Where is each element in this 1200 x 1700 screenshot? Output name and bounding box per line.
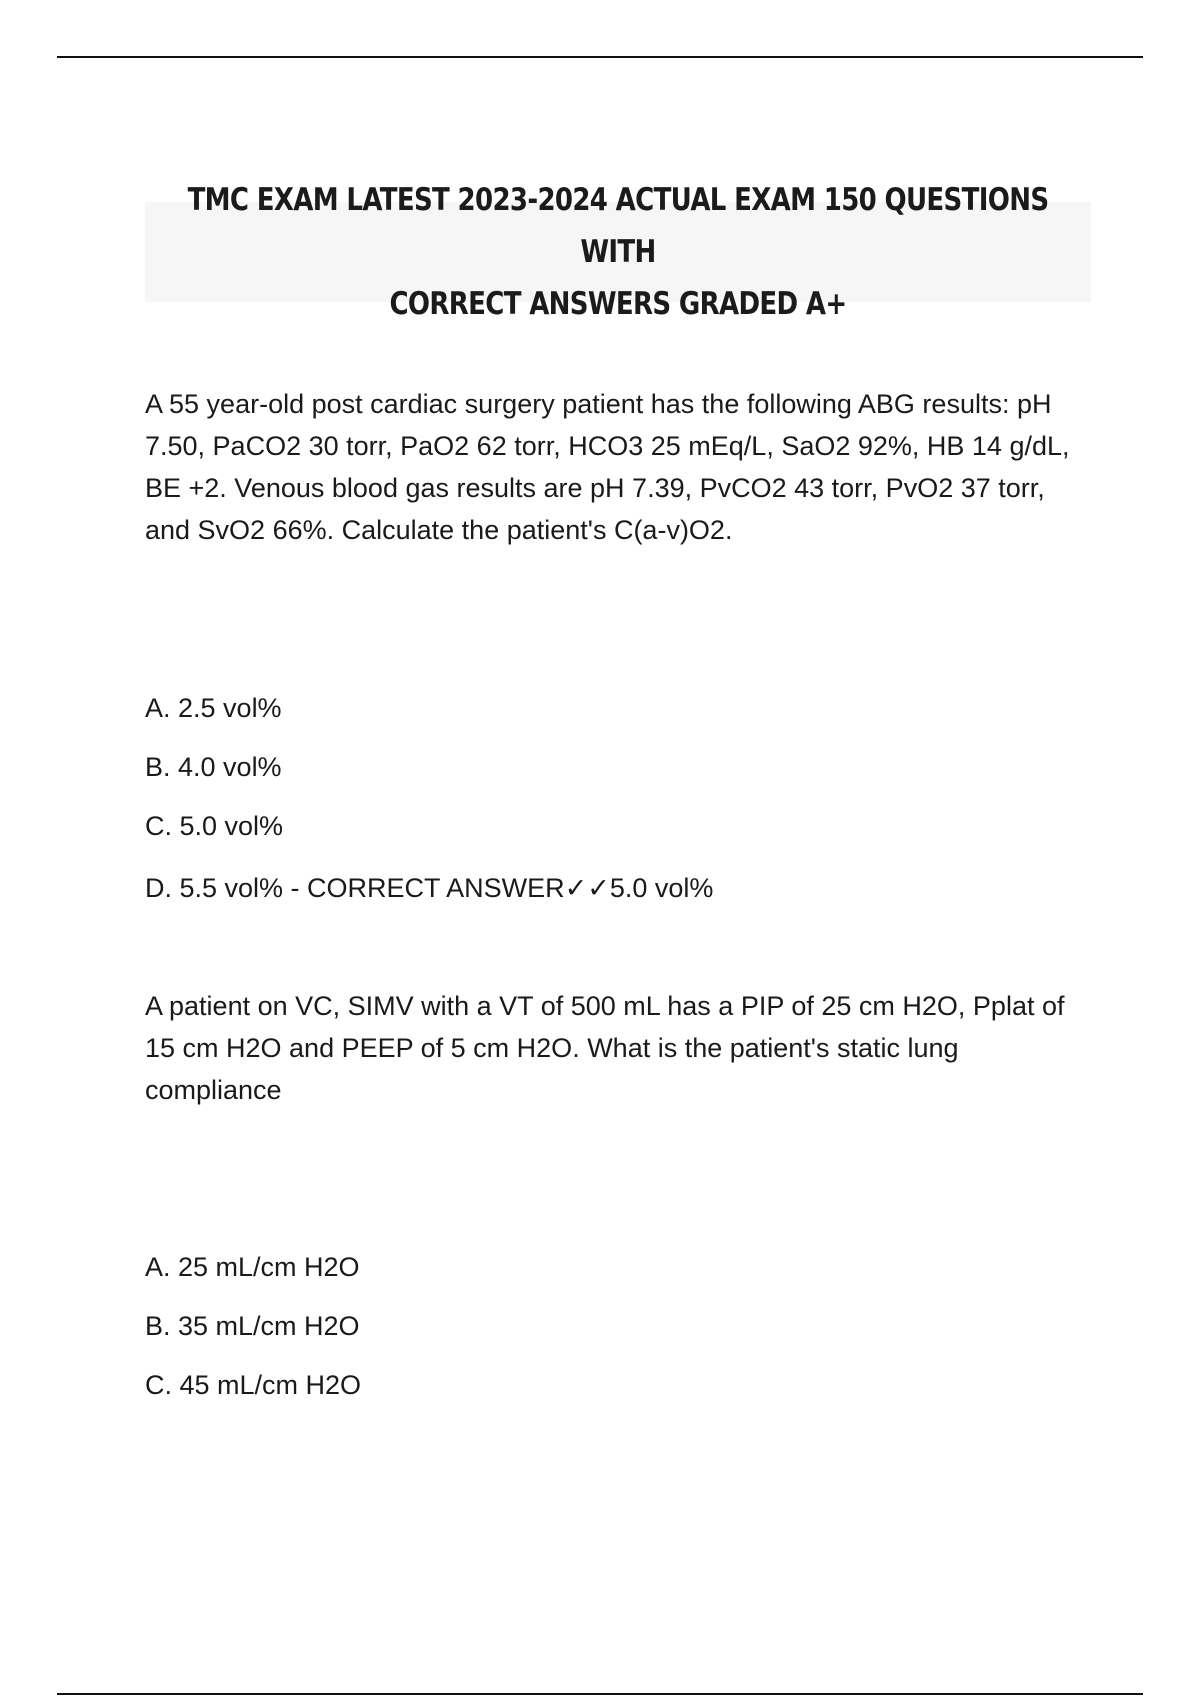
document-title [156, 174, 1080, 330]
question-1-option-d-correct-answer: D. 5.5 vol% - CORRECT ANSWER✓✓5.0 vol% [145, 873, 714, 903]
question-1-option-c: C. 5.0 vol% [145, 811, 284, 841]
top-rule [57, 56, 1143, 58]
question-1-option-a: A. 2.5 vol% [145, 693, 282, 723]
bottom-rule [57, 1693, 1143, 1695]
question-2-option-c: C. 45 mL/cm H2O [145, 1370, 362, 1400]
document-title-line-2: CORRECT ANSWERS GRADED A+ [389, 286, 847, 322]
question-2-option-b: B. 35 mL/cm H2O [145, 1311, 360, 1341]
question-2-option-a: A. 25 mL/cm H2O [145, 1252, 360, 1282]
question-1-option-b: B. 4.0 vol% [145, 752, 282, 782]
document-title-line-1: TMC EXAM LATEST 2023-2024 ACTUAL EXAM 150 QUESTIONS WITH [187, 182, 1049, 270]
question-2-text: A patient on VC, SIMV with a VT of 500 mL has a PIP of 25 cm H2O, Pplat of 15 cm H2O and PEEP of 5 cm H2O. What is the patient's static lung compliance [145, 991, 1065, 1105]
question-1-text: A 55 year-old post cardiac surgery patient has the following ABG results: pH 7.50, PaCO2 30 torr, PaO2 62 torr, HCO3 25 mEq/L, SaO2 92%, HB 14 g/dL, BE +2. Venous blood gas results are pH 7.39, PvCO2 43 torr, PvO2 37 torr, and SvO2 66%. Calculate the patient's C(a-v)O2. [145, 389, 1070, 545]
title-banner [145, 182, 1091, 322]
